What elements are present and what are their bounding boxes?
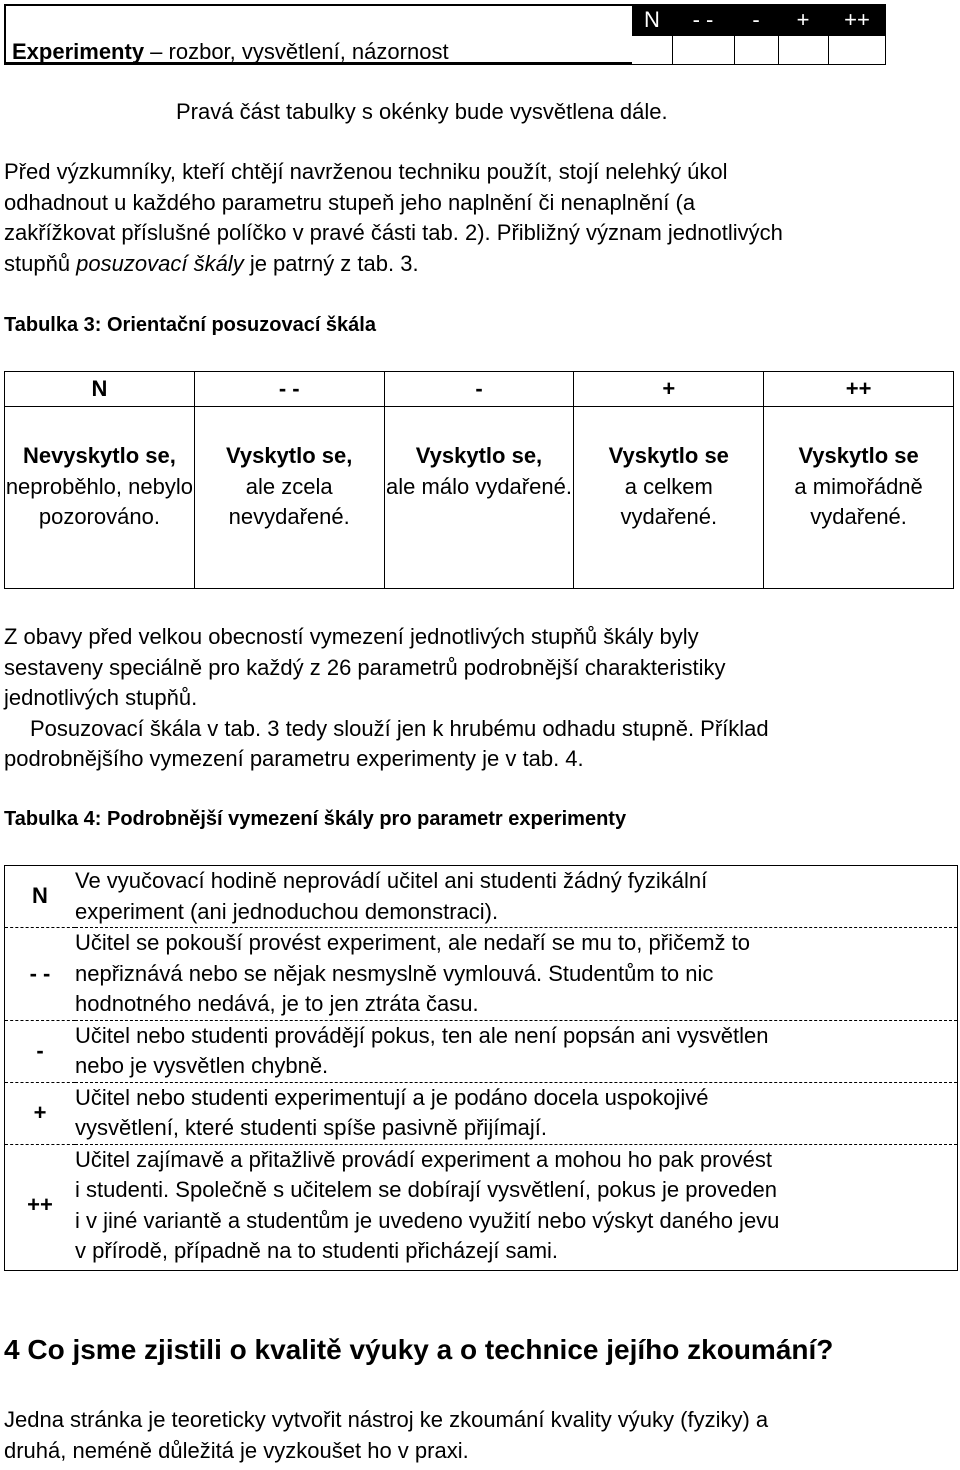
paragraph-2-line: podrobnějšího vymezení parametru experimenty je v tab. 4.: [4, 746, 584, 771]
table-3-header: ++: [764, 372, 954, 407]
table-4-line: Učitel nebo studenti provádějí pokus, ten ale není popsán ani vysvětlen: [75, 1022, 769, 1048]
header-title-bold: Experimenty: [12, 39, 145, 64]
table-3-cell-bold: Vyskytlo se,: [415, 443, 543, 468]
scale-label-p: +: [796, 7, 810, 32]
header-title-rest: – rozbor, vysvětlení, názornost: [144, 39, 449, 64]
paragraph-2: [4, 622, 952, 775]
table-3-cell-bold: Vyskytlo se: [798, 443, 919, 468]
table-3-cell: [194, 407, 384, 589]
header-title-cell: [4, 4, 632, 64]
table-4-line: i v jiné variantě a studentům je uvedeno využití nebo výskyt daného jevu: [75, 1207, 780, 1233]
paragraph-1-italic: posuzovací škály: [76, 250, 244, 276]
scale-box-pp[interactable]: [828, 36, 886, 64]
paragraph-2-line: sestaveny speciálně pro každý z 26 parametrů podrobnější charakteristiky: [4, 654, 726, 680]
section-4-paragraph: [4, 1405, 952, 1466]
scale-label-mm: - -: [692, 7, 714, 32]
table-4-symbol: - -: [5, 928, 75, 1021]
scale-box-m[interactable]: [734, 36, 778, 64]
table-3-header: -: [384, 372, 574, 407]
header-title: [12, 39, 449, 65]
table-3-cell-bold: Vyskytlo se: [608, 443, 729, 468]
header-table: [4, 4, 886, 65]
table-3-cell: [574, 407, 764, 589]
table-3-header: N: [5, 372, 195, 407]
table-3-cell-text: ale málo vydařené.: [386, 473, 572, 499]
table-4-text: [75, 866, 957, 928]
scale-box-p[interactable]: [778, 36, 828, 64]
table-4-caption: Tabulka 4: Podrobnější vymezení škály pro parametr experimenty: [4, 808, 627, 830]
intro-note: Pravá část tabulky s okénky bude vysvětlena dále.: [176, 99, 668, 124]
scale-box-n[interactable]: [632, 36, 672, 64]
header-scale-checkboxes: [632, 36, 886, 64]
table-4-line: hodnotného nedává, je to jen ztráta času.: [75, 991, 479, 1016]
table-3: [4, 371, 954, 589]
table-4-row: [5, 928, 957, 1021]
paragraph-2-line: jednotlivých stupňů.: [4, 685, 198, 710]
table-4-text: [75, 928, 957, 1021]
table-4-text: [75, 1082, 957, 1144]
table-4-line: nebo je vysvětlen chybně.: [75, 1053, 329, 1078]
table-4-line: Učitel se pokouší provést experiment, ale nedaří se mu to, přičemž to: [75, 930, 750, 955]
paragraph-1-line: zakřížkovat příslušné políčko v pravé části tab. 2). Přibližný význam jednotlivých: [4, 220, 783, 245]
paragraph-1-line: Před výzkumníky, kteří chtějí navrženou techniku použít, stojí nelehký úkol: [4, 159, 728, 184]
header-scale: [632, 4, 886, 64]
table-4-line: experiment (ani jednoduchou demonstraci).: [75, 898, 499, 924]
table-4-symbol: ++: [5, 1144, 75, 1267]
scale-label-m: -: [752, 7, 760, 32]
paragraph-1: [4, 157, 952, 279]
header-scale-labels: [632, 4, 886, 36]
table-4-line: Učitel zajímavě a přitažlivě provádí experiment a mohou ho pak provést: [75, 1146, 773, 1172]
table-3-cell-text: a mimořádně vydařené.: [794, 473, 923, 529]
table-4-line: Ve vyučovací hodině neprovádí učitel ani studenti žádný fyzikální: [75, 868, 708, 893]
paragraph-2-line: Posuzovací škála v tab. 3 tedy slouží jen k hrubému odhadu stupně. Příklad: [30, 715, 769, 741]
table-4-line: Učitel nebo studenti experimentují a je podáno docela uspokojivé: [75, 1084, 709, 1110]
table-4-symbol: N: [32, 883, 48, 909]
table-3-cell-text: neproběhlo, nebylo pozorováno.: [5, 473, 193, 529]
table-4-line: i studenti. Společně s učitelem se dobírají vysvětlení, pokus je proveden: [75, 1177, 777, 1202]
table-3-cell: [5, 407, 195, 589]
scale-label-n: N: [644, 7, 660, 32]
table-3-body-row: [5, 407, 954, 589]
paragraph-1-last-line: [4, 249, 952, 280]
table-3-cell-text: a celkem vydařené.: [620, 473, 718, 529]
section-4-heading: 4 Co jsme zjistili o kvalitě výuky a o technice jejího zkoumání?: [4, 1334, 834, 1365]
section-4-line: druhá, neméně důležitá je vyzkoušet ho v praxi.: [4, 1437, 469, 1463]
paragraph-2-line: Z obavy před velkou obecností vymezení jednotlivých stupňů škály byly: [4, 624, 699, 649]
table-3-cell: [384, 407, 574, 589]
paragraph-1-last-pre: stupňů: [4, 250, 77, 276]
table-4-row: [5, 1144, 957, 1267]
table-4-text: [75, 1020, 957, 1082]
table-3-header-row: [5, 372, 954, 407]
table-4: [4, 865, 958, 1271]
section-4-line: Jedna stránka je teoreticky vytvořit nástroj ke zkoumání kvality výuky (fyziky) a: [4, 1407, 769, 1432]
table-3-header: +: [574, 372, 764, 407]
table-3-cell-text: ale zcela nevydařené.: [228, 473, 350, 529]
table-3-cell-bold: Nevyskytlo se,: [22, 443, 176, 468]
table-4-line: v přírodě, případně na to studenti přicházejí sami.: [75, 1238, 559, 1263]
table-3-cell: [764, 407, 954, 589]
table-4-line: nepřiznává nebo se nějak nesmyslně vymlouvá. Studentům to nic: [75, 960, 714, 986]
table-4-symbol: +: [5, 1082, 75, 1144]
table-4-row: [5, 1082, 957, 1144]
table-4-line: vysvětlení, které studenti spíše pasivně přijímají.: [75, 1115, 547, 1140]
table-4-row: [5, 866, 957, 928]
scale-label-pp: ++: [844, 7, 870, 32]
table-3-caption: Tabulka 3: Orientační posuzovací škála: [4, 314, 376, 336]
scale-box-mm[interactable]: [672, 36, 734, 64]
paragraph-1-last-post: je patrný z tab. 3.: [243, 250, 419, 276]
table-4-symbol: -: [5, 1020, 75, 1082]
table-4-text: [75, 1144, 957, 1267]
table-3-cell-bold: Vyskytlo se,: [226, 443, 353, 468]
table-3-header: - -: [194, 372, 384, 407]
paragraph-1-line: odhadnout u každého parametru stupeň jeho naplnění či nenaplnění (a: [4, 189, 696, 215]
table-4-row: [5, 1020, 957, 1082]
